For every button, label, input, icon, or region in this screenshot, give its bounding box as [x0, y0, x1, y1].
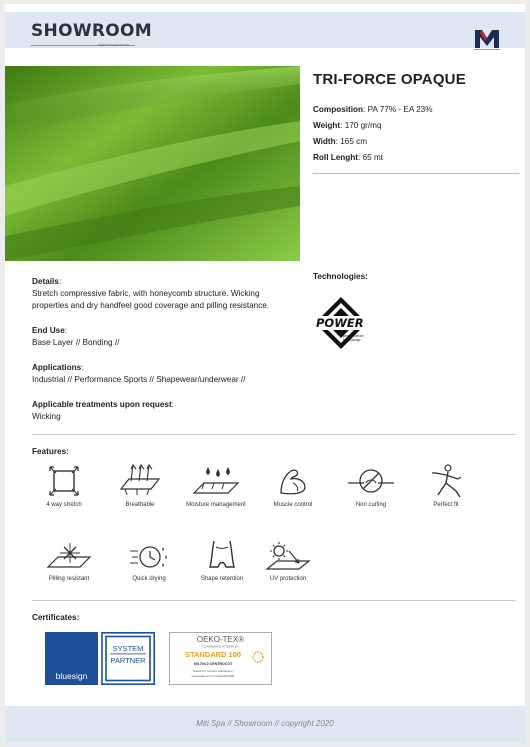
divider	[32, 600, 516, 601]
feature-breathable	[105, 463, 175, 508]
feature-label: UV protection	[269, 576, 307, 582]
shape-retention-icon	[204, 537, 240, 573]
divider	[32, 434, 516, 435]
treatments-text: Wicking	[32, 412, 61, 421]
feature-label: Pilling resistant	[48, 576, 90, 582]
treatments-heading: Applicable treatments upon request	[32, 400, 172, 409]
feature-label: 4 way stretch	[46, 502, 82, 508]
treatments-section: Applicable treatments upon request: Wicking	[32, 400, 174, 421]
uv-icon	[263, 541, 313, 573]
applications-heading: Applications	[32, 363, 82, 372]
footer-band	[5, 706, 525, 743]
spec-weight	[313, 118, 433, 134]
spec-label: Roll Lenght	[313, 153, 359, 162]
technologies-heading: Technologies:	[313, 272, 368, 281]
spec-value: : 165 cm	[335, 137, 368, 146]
details-text-line-1: Stretch compressive fabric, with honeycomb structure. Wicking	[32, 289, 260, 298]
feature-uv-protection	[253, 541, 323, 582]
divider	[313, 173, 519, 174]
oeko-note-1: Tested for harmful substances.	[192, 669, 234, 673]
quick-drying-icon	[128, 541, 170, 573]
certificates-heading-text: Certificates	[32, 613, 77, 622]
moisture-icon	[190, 463, 242, 499]
feature-label: Quick drying	[132, 576, 166, 582]
oeko-tagline: CONFIDENCE IN TEXTILES	[202, 644, 239, 649]
muscle-icon	[275, 463, 311, 499]
brand-tagline: digital experience	[98, 42, 130, 47]
power-technology-logo	[313, 296, 371, 350]
bluesign-word: bluesign	[55, 671, 88, 681]
spec-value: : 170 gr/mq	[340, 121, 382, 130]
oeko-note-2: www.oeko-tex.com/standard100	[191, 674, 235, 678]
breathable-icon	[117, 463, 163, 499]
feature-shape-retention	[187, 537, 257, 582]
spec-composition	[313, 102, 433, 118]
power-logo-small-1: performance	[343, 334, 364, 338]
spec-width	[313, 134, 433, 150]
product-title: TRI-FORCE OPAQUE	[313, 71, 466, 88]
feature-pilling-resistant	[34, 541, 104, 582]
end-use-heading: End Use	[32, 326, 65, 335]
power-logo-small-2: technology	[343, 338, 361, 342]
non-curling-icon	[346, 463, 396, 499]
stretch-icon	[46, 463, 82, 499]
bluesign-partner-line-2: PARTNER	[110, 656, 146, 665]
feature-label: Muscle control	[273, 502, 313, 508]
feature-label: Moisture management	[186, 502, 246, 508]
feature-label: Perfect fit	[433, 502, 459, 508]
feature-moisture-management	[181, 463, 251, 508]
power-logo-word: POWER	[316, 316, 364, 330]
company-logo-icon	[473, 26, 501, 50]
features-heading: Features:	[32, 447, 69, 456]
header-band	[5, 12, 525, 48]
end-use-text: Base Layer // Bonding //	[32, 338, 120, 347]
applications-section: Applications: Industrial // Performance Sports // Shapewear/underwear //	[32, 363, 246, 384]
details-section: Details: Stretch compressive fabric, with honeycomb structure. Wicking properties and dry handfeel good coverage and pilling resistance.	[32, 276, 307, 312]
spec-label: Composition	[313, 105, 364, 114]
oeko-code: 951794.0 CENTROCOT	[193, 662, 233, 666]
spec-list	[313, 102, 433, 166]
spec-roll-length	[313, 150, 433, 166]
details-text-line-2: properties and dry handfeel good coverage and pilling resistance.	[32, 301, 270, 310]
feature-non-curling	[336, 463, 406, 508]
feature-label: Breathable	[125, 502, 155, 508]
feature-quick-drying	[114, 541, 184, 582]
product-sheet	[5, 4, 525, 743]
feature-label: Non curling	[355, 502, 387, 508]
feature-perfect-fit	[411, 463, 481, 508]
footer-copyright: Miti Spa // Showroom // copyright 2020	[196, 719, 334, 728]
perfect-fit-icon	[428, 463, 464, 499]
details-heading: Details	[32, 277, 59, 286]
oeko-standard: STANDARD 100	[184, 650, 242, 659]
spec-value: : PA 77% - EA 23%	[363, 105, 433, 114]
fabric-photo	[5, 66, 300, 261]
features-heading-text: Features	[32, 447, 67, 456]
bluesign-partner-line-1: SYSTEM	[112, 644, 144, 653]
applications-text: Industrial // Performance Sports // Shapewear/underwear //	[32, 375, 246, 384]
spec-value: : 65 mt	[358, 153, 384, 162]
feature-muscle-control	[258, 463, 328, 508]
bluesign-certificate-logo	[45, 632, 155, 685]
end-use-section: End Use: Base Layer // Bonding //	[32, 326, 120, 347]
feature-label: Shape retention	[200, 576, 244, 582]
certificates-heading: Certificates:	[32, 613, 80, 622]
brand-wordmark[interactable]: SHOWROOM	[31, 21, 152, 41]
pilling-icon	[44, 541, 94, 573]
oeko-tex-certificate-logo	[169, 632, 272, 685]
spec-label: Weight	[313, 121, 341, 130]
feature-4-way-stretch	[29, 463, 99, 508]
oeko-brand: OEKO-TEX®	[196, 635, 245, 644]
spec-label: Width	[313, 137, 336, 146]
